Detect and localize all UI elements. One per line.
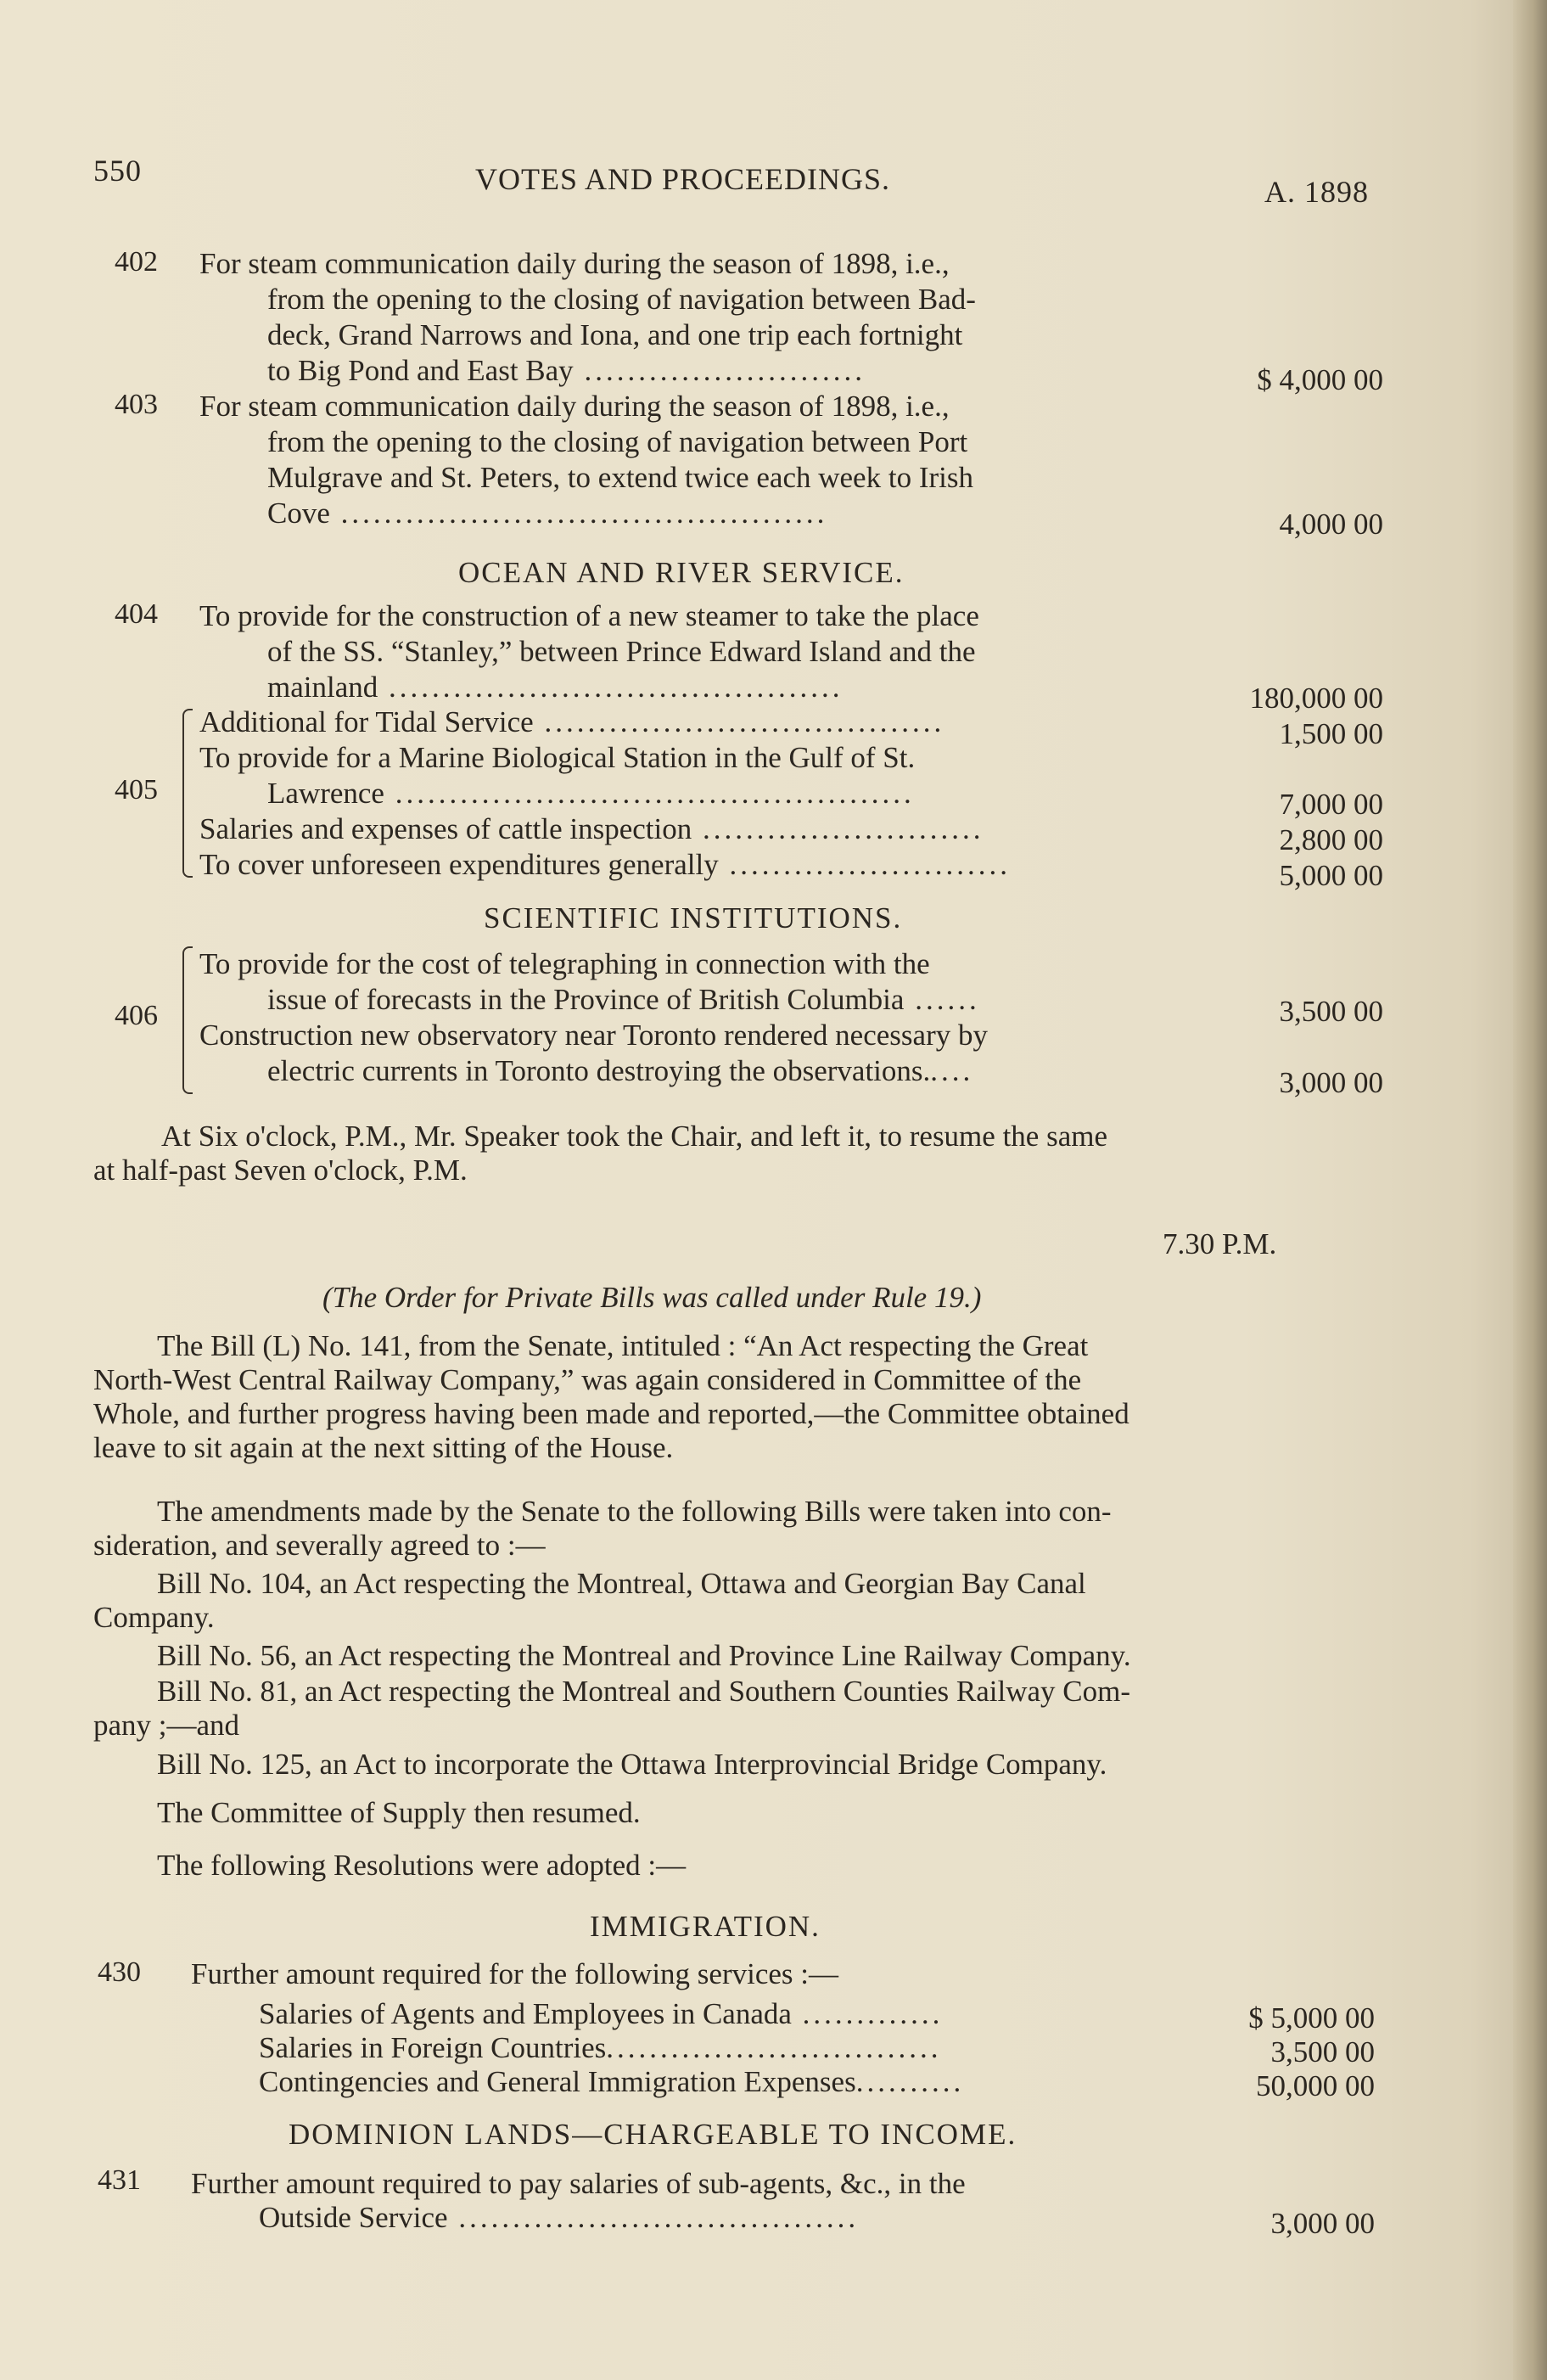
- item-number: 405: [115, 774, 158, 805]
- item-amount: 3,000 00: [1270, 2207, 1375, 2240]
- item-text-line: to Big Pond and East Bay ..........................: [267, 354, 866, 387]
- section-heading-ocean: OCEAN AND RIVER SERVICE.: [458, 556, 905, 589]
- item-text-line: Salaries and expenses of cattle inspection ..........................: [199, 812, 984, 845]
- item-text-line: mainland ..........................................: [267, 671, 844, 704]
- text-line: At Six o'clock, P.M., Mr. Speaker took the Chair, and left it, to resume the same: [161, 1120, 1107, 1153]
- text-line: The amendments made by the Senate to the following Bills were taken into con-: [157, 1495, 1112, 1528]
- text-line: pany ;—and: [93, 1709, 240, 1742]
- text-line: Bill No. 125, an Act to incorporate the Ottawa Interprovincial Bridge Company.: [157, 1748, 1107, 1781]
- section-heading-scientific: SCIENTIFIC INSTITUTIONS.: [484, 901, 903, 935]
- item-text-line: Outside Service .....................................: [259, 2201, 860, 2234]
- item-text-line: of the SS. “Stanley,” between Prince Edward Island and the: [267, 635, 976, 668]
- item-text-line: Lawrence ................................................: [267, 777, 915, 810]
- item-405-brace: [182, 709, 193, 878]
- item-amount: 7,000 00: [1279, 788, 1383, 821]
- section-heading-immigration: IMMIGRATION.: [590, 1910, 821, 1943]
- item-number: 430: [98, 1956, 141, 1988]
- item-text-line: Salaries of Agents and Employees in Canada .............: [259, 1997, 944, 2030]
- item-406-brace: [182, 946, 193, 1094]
- text-line: Bill No. 104, an Act respecting the Montreal, Ottawa and Georgian Bay Canal: [157, 1567, 1086, 1600]
- item-amount: 4,000 00: [1279, 508, 1383, 541]
- item-amount: 50,000 00: [1256, 2069, 1375, 2102]
- item-amount: 1,500 00: [1279, 717, 1383, 750]
- section-heading-dominion-lands: DOMINION LANDS—CHARGEABLE TO INCOME.: [289, 2118, 1017, 2151]
- item-text-line: To provide for the construction of a new steamer to take the place: [199, 599, 979, 632]
- text-line: Whole, and further progress having been made and reported,—the Committee obtained: [93, 1397, 1129, 1430]
- item-amount: 3,500 00: [1279, 995, 1383, 1028]
- item-text-line: Construction new observatory near Toronto rendered necessary by: [199, 1019, 988, 1052]
- item-amount: 2,800 00: [1279, 823, 1383, 856]
- page-number: 550: [93, 154, 142, 188]
- text-line: Bill No. 56, an Act respecting the Montreal and Province Line Railway Company.: [157, 1639, 1131, 1672]
- order-note: (The Order for Private Bills was called under Rule 19.): [322, 1281, 982, 1314]
- item-text-line: issue of forecasts in the Province of British Columbia ......: [267, 983, 980, 1016]
- text-line: The following Resolutions were adopted :—: [157, 1849, 687, 1882]
- item-text-line: from the opening to the closing of navigation between Bad-: [267, 283, 976, 316]
- item-amount: 5,000 00: [1279, 859, 1383, 892]
- item-text-line: deck, Grand Narrows and Iona, and one trip each fortnight: [267, 318, 963, 351]
- item-text-line: To provide for the cost of telegraphing in connection with the: [199, 947, 930, 980]
- text-line: North-West Central Railway Company,” was again considered in Committee of the: [93, 1363, 1082, 1396]
- session-year: A. 1898: [1264, 175, 1369, 209]
- item-amount: $ 5,000 00: [1248, 2001, 1375, 2035]
- item-text-line: To provide for a Marine Biological Station in the Gulf of St.: [199, 741, 916, 774]
- item-number: 431: [98, 2164, 141, 2196]
- item-text-line: For steam communication daily during the season of 1898, i.e.,: [199, 247, 950, 280]
- item-number: 406: [115, 1000, 158, 1031]
- item-text-line: Further amount required for the following services :—: [191, 1957, 838, 1990]
- item-number: 404: [115, 598, 158, 630]
- item-text-line: Contingencies and General Immigration Expenses..........: [259, 2065, 965, 2098]
- item-number: 403: [115, 389, 158, 420]
- item-amount: $ 4,000 00: [1257, 363, 1383, 396]
- item-amount: 3,000 00: [1279, 1066, 1383, 1099]
- item-amount: 180,000 00: [1249, 682, 1383, 715]
- item-text-line: For steam communication daily during the season of 1898, i.e.,: [199, 390, 950, 423]
- running-title: VOTES AND PROCEEDINGS.: [475, 162, 891, 196]
- item-text-line: from the opening to the closing of navigation between Port: [267, 425, 968, 458]
- time-mark: 7.30 P.M.: [1163, 1227, 1277, 1260]
- item-text-line: To cover unforeseen expenditures generally ..........................: [199, 848, 1011, 881]
- item-text-line: Additional for Tidal Service .....................................: [199, 705, 945, 738]
- text-line: Bill No. 81, an Act respecting the Montreal and Southern Counties Railway Com-: [157, 1675, 1131, 1708]
- item-text-line: Further amount required to pay salaries of sub-agents, &c., in the: [191, 2167, 966, 2200]
- text-line: leave to sit again at the next sitting of the House.: [93, 1431, 674, 1464]
- text-line: at half-past Seven o'clock, P.M.: [93, 1154, 468, 1187]
- item-text-line: electric currents in Toronto destroying the observations.....: [267, 1054, 974, 1087]
- text-line: Company.: [93, 1601, 215, 1634]
- item-text-line: Cove .............................................: [267, 497, 828, 530]
- item-text-line: Salaries in Foreign Countries...............................: [259, 2031, 942, 2064]
- book-spine-shadow: [1513, 0, 1547, 2380]
- item-amount: 3,500 00: [1270, 2035, 1375, 2068]
- text-line: The Committee of Supply then resumed.: [157, 1796, 641, 1829]
- item-number: 402: [115, 246, 158, 278]
- text-line: The Bill (L) No. 141, from the Senate, intituled : “An Act respecting the Great: [157, 1329, 1089, 1362]
- text-line: sideration, and severally agreed to :—: [93, 1529, 546, 1562]
- item-text-line: Mulgrave and St. Peters, to extend twice each week to Irish: [267, 461, 973, 494]
